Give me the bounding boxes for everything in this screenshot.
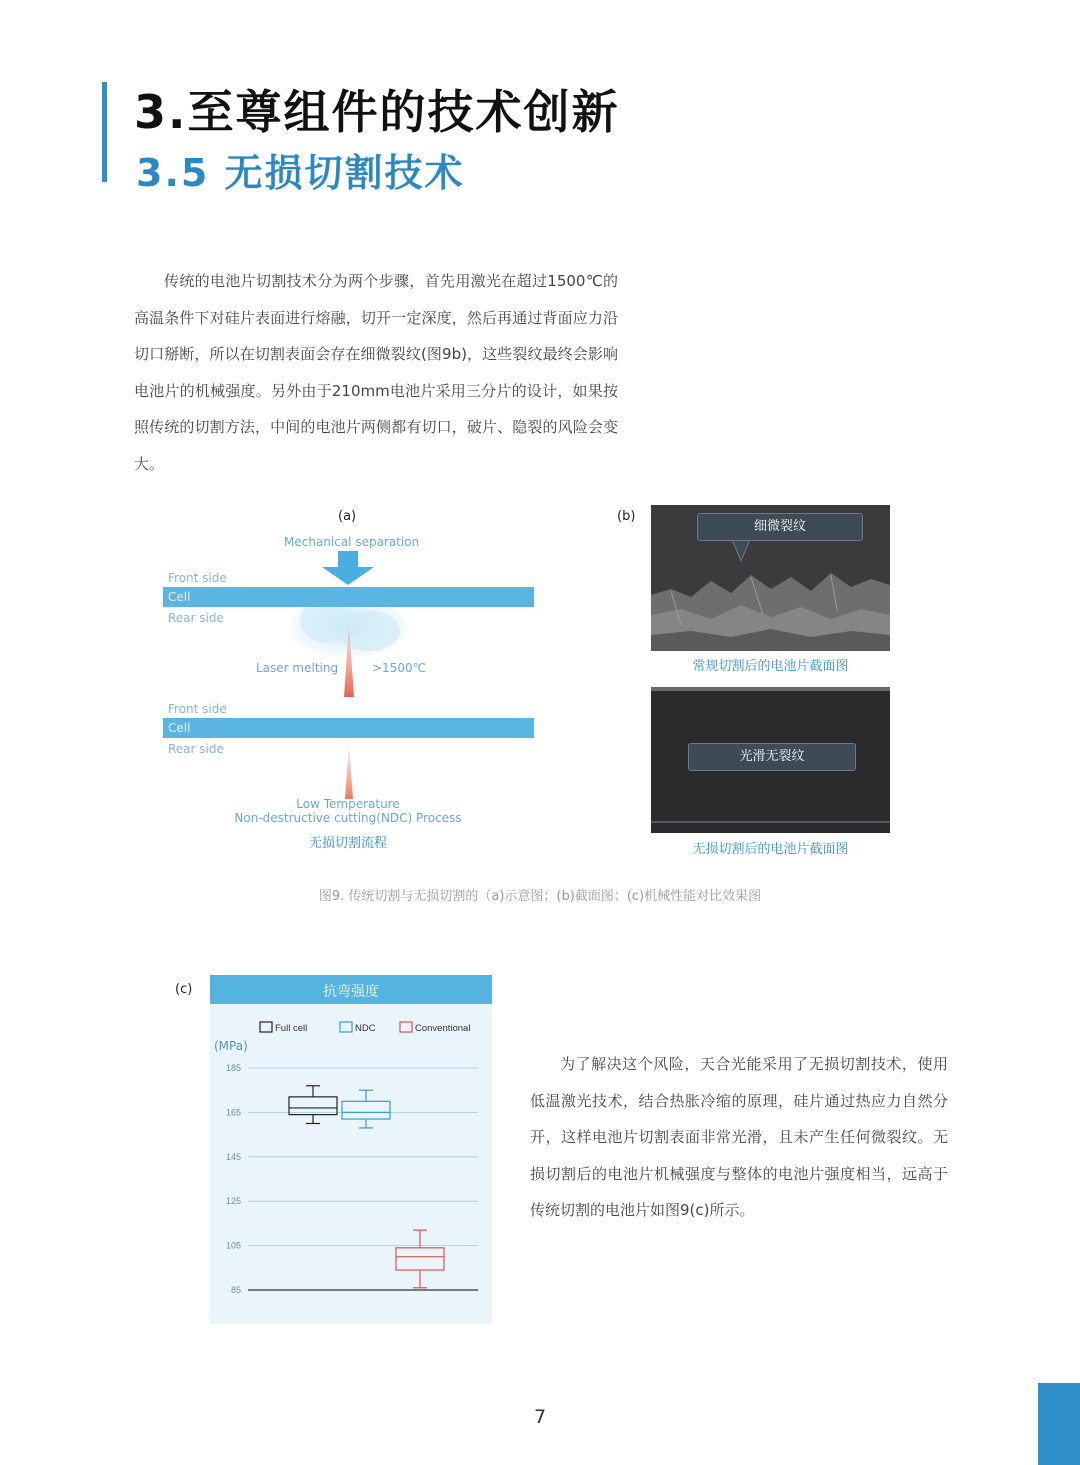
legend-label-0: Full cell bbox=[275, 1023, 308, 1034]
front-side-label-1: Front side bbox=[168, 571, 227, 585]
y-tick-label-185: 185 bbox=[225, 1063, 241, 1073]
front-side-label-2: Front side bbox=[168, 702, 227, 716]
temperature-label: >1500℃ bbox=[372, 661, 427, 675]
laser-beam-1 bbox=[342, 623, 356, 697]
legend-label-1: NDC bbox=[355, 1023, 376, 1034]
y-tick-label-145: 145 bbox=[225, 1151, 241, 1162]
ndc-cross-section-image bbox=[651, 687, 890, 833]
rear-side-label-2: Rear side bbox=[168, 742, 224, 756]
box-2 bbox=[396, 1248, 444, 1270]
y-tick-label-165: 165 bbox=[225, 1107, 241, 1118]
section-title: 3.5 无损切割技术 bbox=[136, 151, 465, 195]
conventional-cross-section-image bbox=[651, 505, 890, 651]
intro-paragraph-text: 传统的电池片切割技术分为两个步骤，首先用激光在超过1500℃的高温条件下对硅片表面进行熔融，切开一定深度，然后再通过背面应力沿切口掰断，所以在切割表面会存在细微裂纹(图9b)，这些裂纹最终会影响电池片的机械强度。另外由于210mm电池片采用三分片的设计，如果按照传统的切割方法，中间的电池片两侧都有切口，破片、隐裂的风险会变大。 bbox=[134, 272, 618, 473]
solution-paragraph-text: 为了解决这个风险，天合光能采用了无损切割技术，使用低温激光技术，结合热胀冷缩的原理，硅片通过热应力自然分开，这样电池片切割表面非常光滑，且未产生任何微裂纹。无损切割后的电池片机械强度与整体的电池片强度相当，远高于传统切割的电池片如图9(c)所示。 bbox=[530, 1055, 948, 1219]
ndc-process-label: Non-destructive cutting(NDC) Process bbox=[234, 811, 462, 825]
legend-swatch-2 bbox=[400, 1022, 412, 1032]
cell-band-1 bbox=[163, 587, 534, 607]
chapter-title: 3.至尊组件的技术创新 bbox=[134, 85, 620, 139]
heading-accent-bar bbox=[102, 82, 107, 182]
y-tick-label-105: 105 bbox=[225, 1240, 241, 1251]
cell-label-2: Cell bbox=[168, 721, 191, 735]
rear-side-label-1: Rear side bbox=[168, 611, 224, 625]
y-tick-label-125: 125 bbox=[225, 1196, 241, 1207]
strength-chart bbox=[210, 975, 492, 1324]
page-number: 7 bbox=[533, 1406, 547, 1428]
laser-melting-label: Laser melting bbox=[256, 661, 339, 675]
figure-caption: 图9. 传统切割与无损切割的（a)示意图；(b)截面图；(c)机械性能对比效果图 bbox=[318, 889, 762, 904]
figure-c-label: (c) bbox=[175, 982, 193, 997]
cell-band-2 bbox=[163, 718, 534, 738]
figure-b-label: (b) bbox=[617, 509, 636, 524]
smooth-no-crack-callout: 光滑无裂纹 bbox=[688, 743, 856, 771]
micro-crack-callout: 细微裂纹 bbox=[697, 513, 863, 541]
y-axis-unit: (MPa) bbox=[214, 1039, 248, 1053]
figure-a bbox=[160, 505, 540, 855]
cell-label-1: Cell bbox=[168, 590, 191, 604]
legend-label-2: Conventional bbox=[415, 1023, 471, 1034]
smooth-top-edge bbox=[651, 687, 890, 691]
mechanical-arrow-icon bbox=[320, 551, 376, 587]
figure-a-label: (a) bbox=[338, 509, 357, 524]
intro-paragraph bbox=[134, 263, 618, 482]
smooth-bottom-edge bbox=[651, 821, 890, 823]
solution-paragraph bbox=[530, 1046, 948, 1229]
chart-plot bbox=[210, 975, 492, 1324]
mechanical-separation-label: Mechanical separation bbox=[284, 535, 420, 549]
y-tick-label-85: 85 bbox=[230, 1285, 241, 1295]
conventional-cross-section-caption: 常规切割后的电池片截面图 bbox=[692, 659, 849, 674]
low-temperature-label: Low Temperature bbox=[296, 797, 400, 811]
corner-accent-block bbox=[1038, 1383, 1080, 1465]
ndc-flow-cn-label: 无损切割流程 bbox=[308, 836, 387, 851]
laser-beam-2 bbox=[342, 743, 356, 799]
box-1 bbox=[342, 1101, 390, 1119]
box-0 bbox=[289, 1097, 337, 1115]
legend-swatch-0 bbox=[260, 1022, 272, 1032]
legend-swatch-1 bbox=[340, 1022, 352, 1032]
chart-title: 抗弯强度 bbox=[323, 984, 379, 1000]
ndc-cross-section-caption: 无损切割后的电池片截面图 bbox=[692, 842, 849, 857]
